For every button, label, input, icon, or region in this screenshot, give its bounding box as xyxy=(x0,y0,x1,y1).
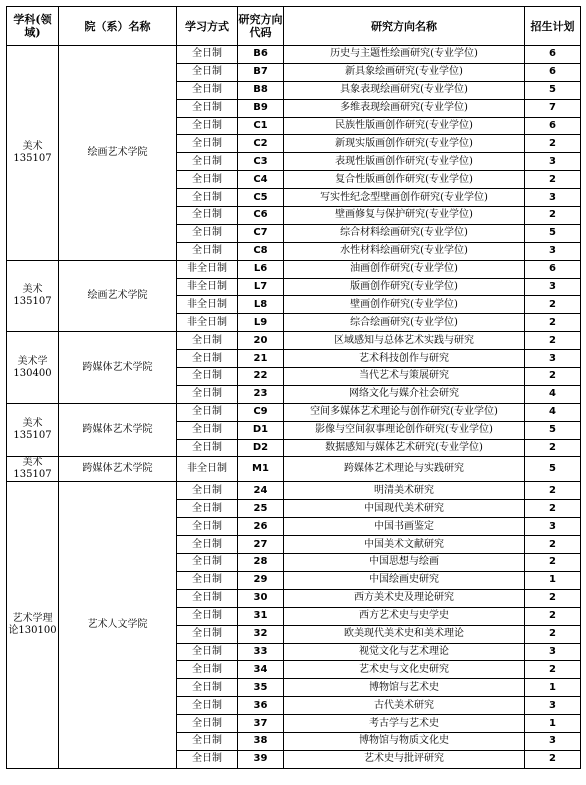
code-cell: 38 xyxy=(238,732,284,750)
direction-cell: 水性材料绘画研究(专业学位) xyxy=(284,242,525,260)
mode-cell: 非全日制 xyxy=(177,296,238,314)
plan-cell: 4 xyxy=(525,403,581,421)
department-cell: 跨媒体艺术学院 xyxy=(59,403,177,457)
plan-cell: 3 xyxy=(525,518,581,536)
direction-cell: 壁画创作研究(专业学位) xyxy=(284,296,525,314)
code-cell: 27 xyxy=(238,536,284,554)
plan-cell: 1 xyxy=(525,679,581,697)
code-cell: 33 xyxy=(238,643,284,661)
table-row xyxy=(7,457,581,482)
subject-cell: 美术 135107 xyxy=(7,260,59,332)
mode-cell: 全日制 xyxy=(177,224,238,242)
plan-cell: 1 xyxy=(525,715,581,733)
direction-cell: 历史与主题性绘画研究(专业学位) xyxy=(284,46,525,64)
table-row xyxy=(7,403,581,421)
code-cell: B6 xyxy=(238,46,284,64)
plan-cell: 2 xyxy=(525,554,581,572)
mode-cell: 全日制 xyxy=(177,643,238,661)
direction-cell: 西方美术史及理论研究 xyxy=(284,589,525,607)
plan-cell: 2 xyxy=(525,661,581,679)
direction-cell: 古代美术研究 xyxy=(284,697,525,715)
mode-cell: 全日制 xyxy=(177,625,238,643)
direction-cell: 艺术史与文化史研究 xyxy=(284,661,525,679)
plan-cell: 3 xyxy=(525,189,581,207)
code-cell: B9 xyxy=(238,99,284,117)
mode-cell: 全日制 xyxy=(177,715,238,733)
mode-cell: 非全日制 xyxy=(177,278,238,296)
mode-cell: 全日制 xyxy=(177,368,238,386)
plan-cell: 2 xyxy=(525,536,581,554)
plan-cell: 3 xyxy=(525,153,581,171)
plan-cell: 6 xyxy=(525,117,581,135)
direction-cell: 具象表现绘画研究(专业学位) xyxy=(284,81,525,99)
table-row xyxy=(7,260,581,278)
code-cell: C1 xyxy=(238,117,284,135)
code-cell: C9 xyxy=(238,403,284,421)
direction-cell: 中国绘画史研究 xyxy=(284,571,525,589)
plan-cell: 2 xyxy=(525,500,581,518)
direction-cell: 中国思想与绘画 xyxy=(284,554,525,572)
plan-cell: 7 xyxy=(525,99,581,117)
admissions-table xyxy=(6,6,581,769)
code-cell: 26 xyxy=(238,518,284,536)
code-cell: 20 xyxy=(238,332,284,350)
plan-cell: 2 xyxy=(525,135,581,153)
direction-cell: 综合绘画研究(专业学位) xyxy=(284,314,525,332)
code-cell: B8 xyxy=(238,81,284,99)
direction-cell: 数据感知与媒体艺术研究(专业学位) xyxy=(284,439,525,457)
subject-cell: 美术 135107 xyxy=(7,457,59,482)
table-row xyxy=(7,482,581,500)
mode-cell: 全日制 xyxy=(177,421,238,439)
table-row xyxy=(7,332,581,350)
plan-cell: 2 xyxy=(525,625,581,643)
header-plan: 招生计划 xyxy=(525,7,581,46)
mode-cell: 非全日制 xyxy=(177,457,238,482)
code-cell: L6 xyxy=(238,260,284,278)
direction-cell: 跨媒体艺术理论与实践研究 xyxy=(284,457,525,482)
mode-cell: 全日制 xyxy=(177,81,238,99)
direction-cell: 壁画修复与保护研究(专业学位) xyxy=(284,207,525,225)
code-cell: C8 xyxy=(238,242,284,260)
mode-cell: 全日制 xyxy=(177,207,238,225)
header-code: 研究方向代码 xyxy=(238,7,284,46)
code-cell: 35 xyxy=(238,679,284,697)
code-cell: 36 xyxy=(238,697,284,715)
code-cell: 21 xyxy=(238,350,284,368)
direction-cell: 油画创作研究(专业学位) xyxy=(284,260,525,278)
subject-cell: 艺术学理 论130100 xyxy=(7,482,59,768)
direction-cell: 多维表现绘画研究(专业学位) xyxy=(284,99,525,117)
code-cell: 23 xyxy=(238,385,284,403)
plan-cell: 4 xyxy=(525,385,581,403)
plan-cell: 2 xyxy=(525,207,581,225)
department-cell: 跨媒体艺术学院 xyxy=(59,457,177,482)
code-cell: 30 xyxy=(238,589,284,607)
direction-cell: 表现性版画创作研究(专业学位) xyxy=(284,153,525,171)
direction-cell: 网络文化与媒介社会研究 xyxy=(284,385,525,403)
mode-cell: 全日制 xyxy=(177,554,238,572)
plan-cell: 3 xyxy=(525,242,581,260)
code-cell: C5 xyxy=(238,189,284,207)
direction-cell: 艺术史与批评研究 xyxy=(284,750,525,768)
mode-cell: 全日制 xyxy=(177,697,238,715)
code-cell: 37 xyxy=(238,715,284,733)
mode-cell: 非全日制 xyxy=(177,314,238,332)
direction-cell: 综合材料绘画研究(专业学位) xyxy=(284,224,525,242)
plan-cell: 2 xyxy=(525,296,581,314)
direction-cell: 当代艺术与策展研究 xyxy=(284,368,525,386)
plan-cell: 6 xyxy=(525,46,581,64)
mode-cell: 非全日制 xyxy=(177,260,238,278)
mode-cell: 全日制 xyxy=(177,589,238,607)
mode-cell: 全日制 xyxy=(177,117,238,135)
code-cell: L9 xyxy=(238,314,284,332)
mode-cell: 全日制 xyxy=(177,171,238,189)
plan-cell: 5 xyxy=(525,224,581,242)
plan-cell: 5 xyxy=(525,457,581,482)
code-cell: B7 xyxy=(238,63,284,81)
plan-cell: 2 xyxy=(525,607,581,625)
mode-cell: 全日制 xyxy=(177,189,238,207)
direction-cell: 考古学与艺术史 xyxy=(284,715,525,733)
mode-cell: 全日制 xyxy=(177,500,238,518)
plan-cell: 6 xyxy=(525,260,581,278)
direction-cell: 写实性纪念型壁画创作研究(专业学位) xyxy=(284,189,525,207)
mode-cell: 全日制 xyxy=(177,350,238,368)
code-cell: M1 xyxy=(238,457,284,482)
code-cell: 28 xyxy=(238,554,284,572)
direction-cell: 艺术科技创作与研究 xyxy=(284,350,525,368)
direction-cell: 民族性版画创作研究(专业学位) xyxy=(284,117,525,135)
direction-cell: 中国现代美术研究 xyxy=(284,500,525,518)
code-cell: 39 xyxy=(238,750,284,768)
plan-cell: 3 xyxy=(525,278,581,296)
direction-cell: 视觉文化与艺术理论 xyxy=(284,643,525,661)
code-cell: C2 xyxy=(238,135,284,153)
code-cell: D1 xyxy=(238,421,284,439)
direction-cell: 欧美现代美术史和美术理论 xyxy=(284,625,525,643)
plan-cell: 2 xyxy=(525,439,581,457)
department-cell: 跨媒体艺术学院 xyxy=(59,332,177,404)
direction-cell: 博物馆与艺术史 xyxy=(284,679,525,697)
plan-cell: 2 xyxy=(525,589,581,607)
header-row xyxy=(7,7,581,46)
direction-cell: 西方艺术史与史学史 xyxy=(284,607,525,625)
direction-cell: 空间多媒体艺术理论与创作研究(专业学位) xyxy=(284,403,525,421)
plan-cell: 2 xyxy=(525,750,581,768)
direction-cell: 博物馆与物质文化史 xyxy=(284,732,525,750)
code-cell: 34 xyxy=(238,661,284,679)
plan-cell: 5 xyxy=(525,421,581,439)
plan-cell: 2 xyxy=(525,482,581,500)
plan-cell: 3 xyxy=(525,732,581,750)
mode-cell: 全日制 xyxy=(177,661,238,679)
plan-cell: 2 xyxy=(525,368,581,386)
code-cell: C3 xyxy=(238,153,284,171)
plan-cell: 3 xyxy=(525,697,581,715)
mode-cell: 全日制 xyxy=(177,439,238,457)
department-cell: 绘画艺术学院 xyxy=(59,46,177,261)
plan-cell: 6 xyxy=(525,63,581,81)
code-cell: 29 xyxy=(238,571,284,589)
department-cell: 艺术人文学院 xyxy=(59,482,177,768)
subject-cell: 美术 135107 xyxy=(7,46,59,261)
plan-cell: 2 xyxy=(525,314,581,332)
mode-cell: 全日制 xyxy=(177,482,238,500)
code-cell: 24 xyxy=(238,482,284,500)
plan-cell: 1 xyxy=(525,571,581,589)
header-department: 院（系）名称 xyxy=(59,7,177,46)
mode-cell: 全日制 xyxy=(177,63,238,81)
mode-cell: 全日制 xyxy=(177,732,238,750)
code-cell: 31 xyxy=(238,607,284,625)
table-row xyxy=(7,46,581,64)
code-cell: 32 xyxy=(238,625,284,643)
mode-cell: 全日制 xyxy=(177,750,238,768)
code-cell: C7 xyxy=(238,224,284,242)
mode-cell: 全日制 xyxy=(177,242,238,260)
plan-cell: 3 xyxy=(525,350,581,368)
mode-cell: 全日制 xyxy=(177,332,238,350)
code-cell: C4 xyxy=(238,171,284,189)
direction-cell: 明清美术研究 xyxy=(284,482,525,500)
code-cell: C6 xyxy=(238,207,284,225)
department-cell: 绘画艺术学院 xyxy=(59,260,177,332)
direction-cell: 中国书画鉴定 xyxy=(284,518,525,536)
mode-cell: 全日制 xyxy=(177,571,238,589)
direction-cell: 区域感知与总体艺术实践与研究 xyxy=(284,332,525,350)
table-body xyxy=(7,46,581,769)
header-direction: 研究方向名称 xyxy=(284,7,525,46)
plan-cell: 2 xyxy=(525,171,581,189)
mode-cell: 全日制 xyxy=(177,153,238,171)
direction-cell: 复合性版画创作研究(专业学位) xyxy=(284,171,525,189)
plan-cell: 3 xyxy=(525,643,581,661)
subject-cell: 美术学 130400 xyxy=(7,332,59,404)
mode-cell: 全日制 xyxy=(177,679,238,697)
mode-cell: 全日制 xyxy=(177,135,238,153)
header-subject: 学科(领域) xyxy=(7,7,59,46)
mode-cell: 全日制 xyxy=(177,403,238,421)
header-mode: 学习方式 xyxy=(177,7,238,46)
plan-cell: 5 xyxy=(525,81,581,99)
direction-cell: 中国美术文献研究 xyxy=(284,536,525,554)
mode-cell: 全日制 xyxy=(177,99,238,117)
mode-cell: 全日制 xyxy=(177,518,238,536)
direction-cell: 版画创作研究(专业学位) xyxy=(284,278,525,296)
subject-cell: 美术 135107 xyxy=(7,403,59,457)
mode-cell: 全日制 xyxy=(177,385,238,403)
code-cell: L7 xyxy=(238,278,284,296)
code-cell: 25 xyxy=(238,500,284,518)
code-cell: L8 xyxy=(238,296,284,314)
direction-cell: 新具象绘画研究(专业学位) xyxy=(284,63,525,81)
mode-cell: 全日制 xyxy=(177,46,238,64)
mode-cell: 全日制 xyxy=(177,607,238,625)
code-cell: 22 xyxy=(238,368,284,386)
plan-cell: 2 xyxy=(525,332,581,350)
mode-cell: 全日制 xyxy=(177,536,238,554)
code-cell: D2 xyxy=(238,439,284,457)
direction-cell: 新现实版画创作研究(专业学位) xyxy=(284,135,525,153)
direction-cell: 影像与空间叙事理论创作研究(专业学位) xyxy=(284,421,525,439)
